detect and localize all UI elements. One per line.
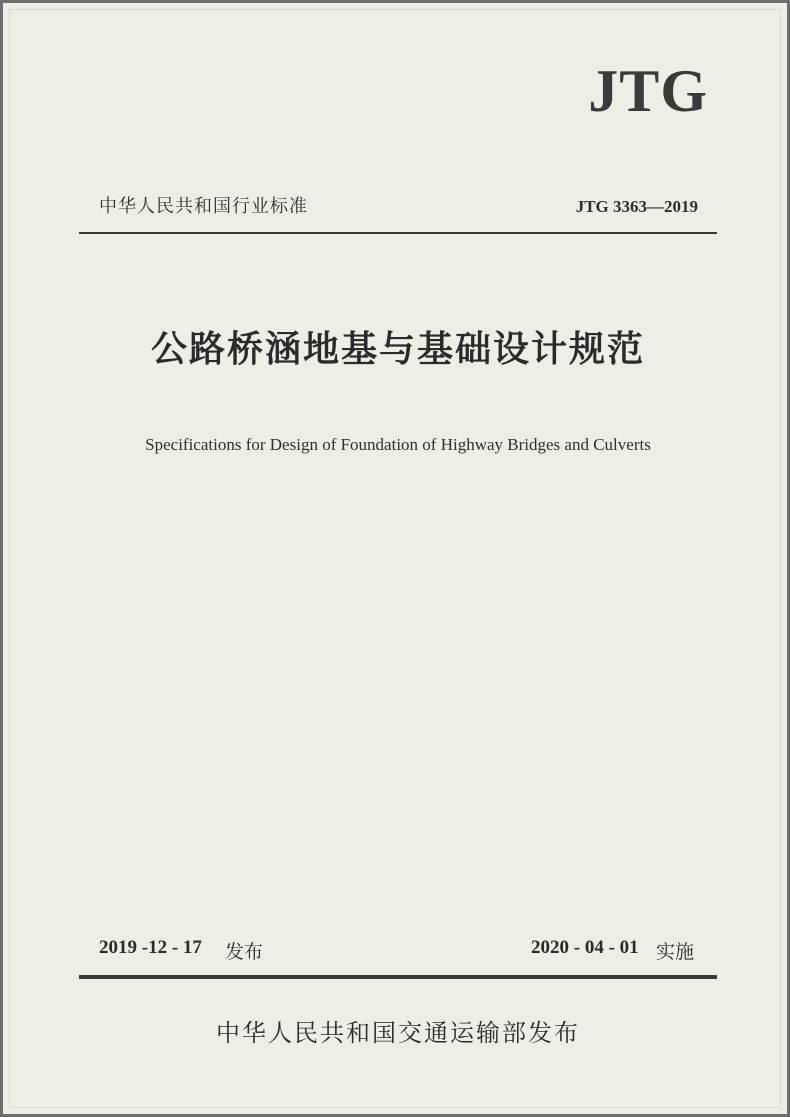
category-code: JTG <box>588 58 708 124</box>
bottom-divider <box>79 975 717 979</box>
standard-number: JTG 3363—2019 <box>575 197 698 216</box>
issue-label: 发布 <box>225 941 264 963</box>
industry-standard-label: 中华人民共和国行业标准 <box>99 196 308 217</box>
top-divider <box>79 232 717 234</box>
implementation-label: 实施 <box>656 941 695 963</box>
issue-date: 2019 -12 - 17 <box>99 937 202 958</box>
title-chinese: 公路桥涵地基与基础设计规范 <box>150 329 645 370</box>
implementation-date: 2020 - 04 - 01 <box>531 937 639 958</box>
publisher: 中华人民共和国交通运输部发布 <box>216 1019 580 1047</box>
title-english: Specifications for Design of Foundation of Highway Bridges and Culverts <box>145 435 651 454</box>
